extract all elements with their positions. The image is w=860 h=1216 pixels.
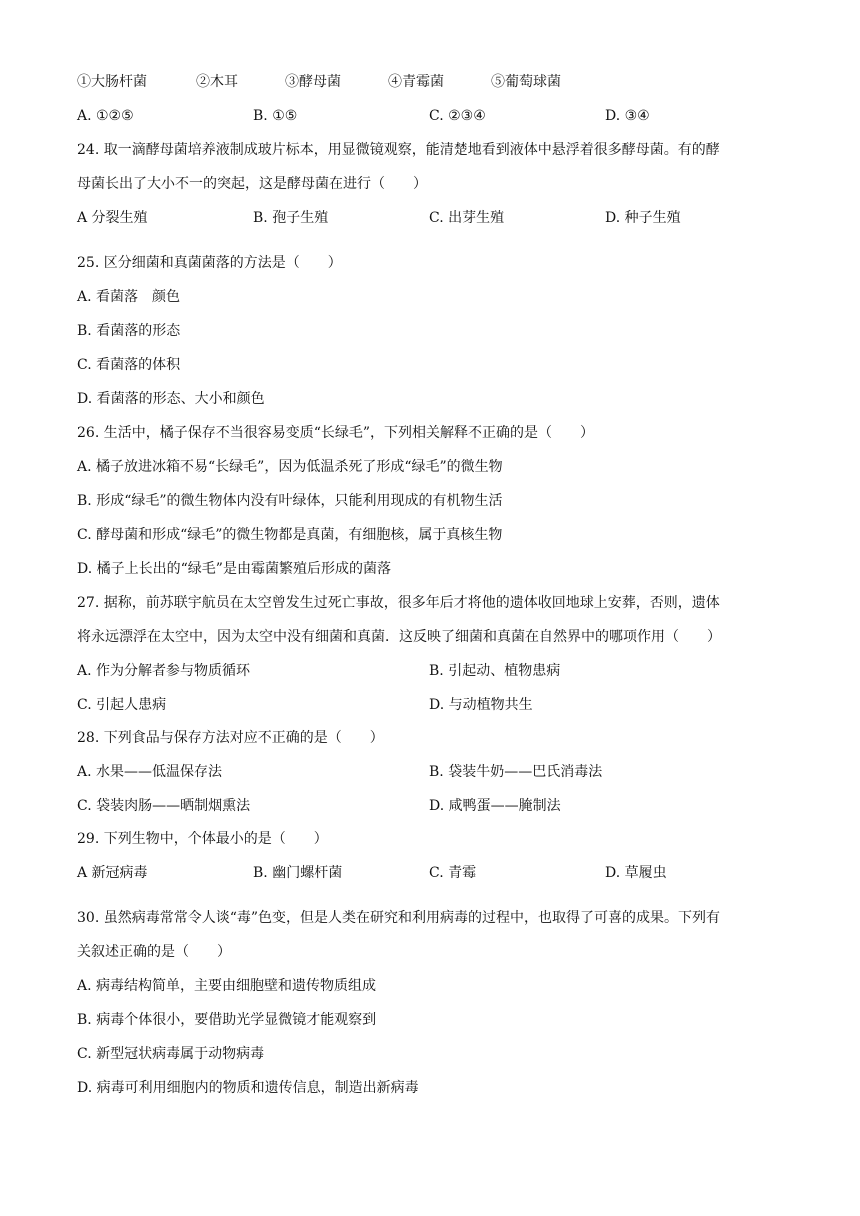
q23-option-d: D. ③④ bbox=[605, 108, 650, 124]
q25-option-d: D. 看菌落的形态、大小和颜色 bbox=[77, 391, 265, 407]
q24-stem-line-1: 24. 取一滴酵母菌培养液制成玻片标本，用显微镜观察，能清楚地看到液体中悬浮着很多酵母菌。有的酵 bbox=[77, 142, 720, 158]
q27-option-c: C. 引起人患病 bbox=[77, 697, 167, 713]
q23-option-a: A. ①②⑤ bbox=[77, 108, 134, 124]
q27-option-d: D. 与动植物共生 bbox=[429, 697, 533, 713]
q29-stem: 29. 下列生物中，个体最小的是（ ） bbox=[77, 831, 328, 847]
q30-stem-line-1: 30. 虽然病毒常常令人谈“毒”色变，但是人类在研究和利用病毒的过程中，也取得了可喜的成果。下列有 bbox=[77, 910, 721, 926]
q29-option-a: A 新冠病毒 bbox=[77, 865, 148, 881]
q30-option-c: C. 新型冠状病毒属于动物病毒 bbox=[77, 1046, 265, 1062]
q23-option-b: B. ①⑤ bbox=[253, 108, 298, 124]
q29-option-d: D. 草履虫 bbox=[605, 865, 667, 881]
q30-option-d: D. 病毒可利用细胞内的物质和遗传信息，制造出新病毒 bbox=[77, 1080, 419, 1096]
q24-option-c: C. 出芽生殖 bbox=[429, 210, 505, 226]
q27-stem-line-2: 将永远漂浮在太空中，因为太空中没有细菌和真菌．这反映了细菌和真菌在自然界中的哪项作用（ ） bbox=[77, 629, 721, 645]
q26-option-a: A. 橘子放进冰箱不易“长绿毛”，因为低温杀死了形成“绿毛”的微生物 bbox=[77, 459, 503, 475]
q27-option-b: B. 引起动、植物患病 bbox=[429, 663, 561, 679]
q26-option-b: B. 形成“绿毛”的微生物体内没有叶绿体，只能利用现成的有机物生活 bbox=[77, 493, 503, 509]
q26-stem: 26. 生活中，橘子保存不当很容易变质“长绿毛”，下列相关解释不正确的是（ ） bbox=[77, 425, 595, 441]
q23-item-3: ③酵母菌 bbox=[285, 74, 341, 90]
q25-option-c: C. 看菌落的体积 bbox=[77, 357, 181, 373]
q30-option-b: B. 病毒个体很小，要借助光学显微镜才能观察到 bbox=[77, 1012, 377, 1028]
q28-option-a: A. 水果——低温保存法 bbox=[77, 764, 223, 780]
q24-stem-line-2: 母菌长出了大小不一的突起，这是酵母菌在进行（ ） bbox=[77, 176, 427, 192]
q27-stem-line-1: 27. 据称，前苏联宇航员在太空曾发生过死亡事故，很多年后才将他的遗体收回地球上安葬，否则，遗体 bbox=[77, 595, 720, 611]
q26-option-d: D. 橘子上长出的“绿毛”是由霉菌繁殖后形成的菌落 bbox=[77, 561, 391, 577]
q29-option-c: C. 青霉 bbox=[429, 865, 477, 881]
q25-stem: 25. 区分细菌和真菌菌落的方法是（ ） bbox=[77, 255, 342, 271]
q28-option-b: B. 袋装牛奶——巴氏消毒法 bbox=[429, 764, 603, 780]
q26-option-c: C. 酵母菌和形成“绿毛”的微生物都是真菌，有细胞核，属于真核生物 bbox=[77, 527, 503, 543]
q23-item-2: ②木耳 bbox=[196, 74, 238, 90]
q28-option-d: D. 咸鸭蛋——腌制法 bbox=[429, 798, 561, 814]
q23-item-5: ⑤葡萄球菌 bbox=[491, 74, 561, 90]
q25-option-b: B. 看菌落的形态 bbox=[77, 323, 181, 339]
q29-option-b: B. 幽门螺杆菌 bbox=[253, 865, 343, 881]
q28-option-c: C. 袋装肉肠——晒制烟熏法 bbox=[77, 798, 251, 814]
q28-stem: 28. 下列食品与保存方法对应不正确的是（ ） bbox=[77, 730, 384, 746]
q30-stem-line-2: 关叙述正确的是（ ） bbox=[77, 944, 231, 960]
q24-option-a: A 分裂生殖 bbox=[77, 210, 148, 226]
q23-option-c: C. ②③④ bbox=[429, 108, 486, 124]
q27-option-a: A. 作为分解者参与物质循环 bbox=[77, 663, 251, 679]
q24-option-d: D. 种子生殖 bbox=[605, 210, 681, 226]
q24-option-b: B. 孢子生殖 bbox=[253, 210, 329, 226]
q23-item-4: ④青霉菌 bbox=[388, 74, 444, 90]
q30-option-a: A. 病毒结构简单，主要由细胞壁和遗传物质组成 bbox=[77, 978, 377, 994]
q23-item-1: ①大肠杆菌 bbox=[77, 74, 147, 90]
q25-option-a: A. 看菌落 颜色 bbox=[77, 289, 181, 305]
